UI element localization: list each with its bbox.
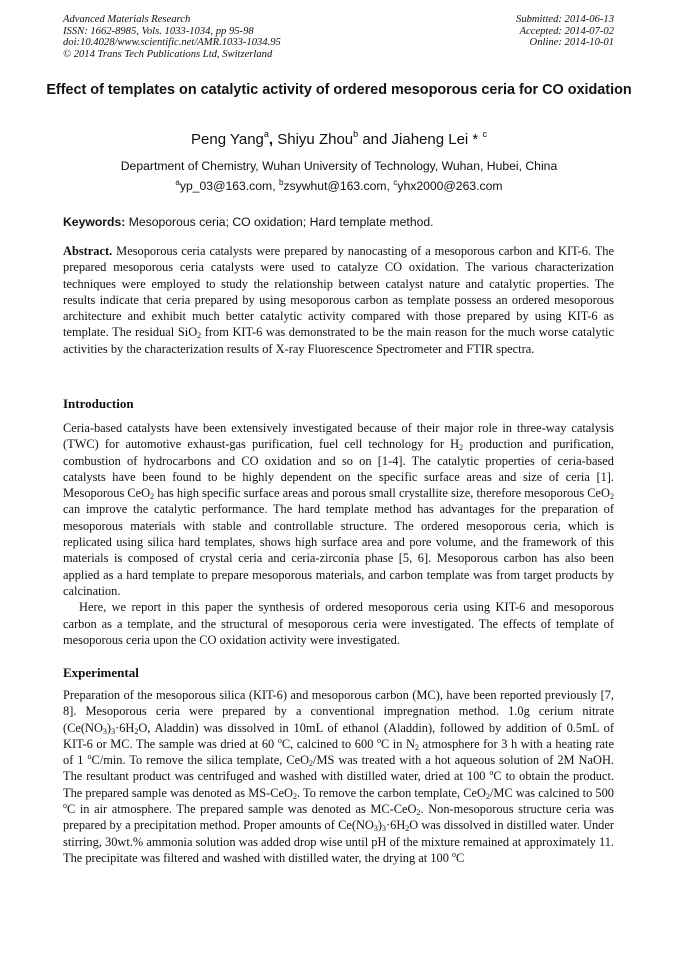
author-name: Jiaheng Lei [391,131,469,148]
keywords-text: Mesoporous ceria; CO oxidation; Hard template method. [125,215,434,229]
text: ) [106,720,112,735]
subscript: 2 [293,791,297,801]
text: C [456,850,465,865]
affiliation: Department of Chemistry, Wuhan University of Technology, Wuhan, Hubei, China [120,159,558,173]
superscript: o [87,752,92,762]
email-address: zsywhut@163.com, [283,179,394,193]
online-date: Online: 2014-10-01 [529,37,614,48]
subscript: 3 [111,726,116,736]
text: C in N [380,736,415,751]
text: ·6H [115,720,135,735]
paragraph: Here, we report in this paper the synthesis of ordered mesoporous ceria using KIT-6 and mesoporous carbon as a template, and the structural of mesoporous ceria were investigated. The effects of template of mesoporous ceria upon the CO oxidation activity were investigated. [63,600,614,647]
author-name: Peng Yang [191,131,264,148]
subscript: 2 [416,808,421,818]
paragraph [63,687,614,866]
subscript: 2 [309,759,314,769]
email-mark: b [278,178,284,187]
copyright-line: © 2014 Trans Tech Publications Ltd, Switzerland [63,48,273,60]
text: Preparation of the mesoporous silica (KIT-6) and mesoporous carbon (MC), have been reported previously [7, 8]. Mesoporous ceria were prepared by a conventional impregnation method. 1.0g cerium nitrate (Ce(NO [63,688,614,735]
issn-line: ISSN: 1662-8985, Vols. 1033-1034, pp 95-98 [63,25,254,37]
doi-line: doi:10.4028/www.scientific.net/AMR.1033-1034.95 [63,37,281,48]
section-heading-experimental: Experimental [63,665,139,680]
keywords [63,215,434,229]
text: /MS was treated with a hot aqueous solution of 2M NaOH. The resultant product was centrifuged and washed with distilled water, dried at 100 [63,753,614,784]
superscript: o [452,849,456,859]
subscript: 3 [102,726,107,736]
email-mark: c [393,178,398,187]
text: C in air atmosphere. The prepared sample was denoted as MC-CeO [67,802,417,817]
section-heading-introduction: Introduction [63,396,134,411]
text: ·6H [386,818,406,833]
paper-title: Effect of templates on catalytic activity of ordered mesoporous ceria for CO oxidation [46,82,632,98]
email-list [0,179,678,193]
journal-name: Advanced Materials Research [63,14,191,25]
subscript: 2 [610,492,615,502]
email-address: yhx2000@263.com [397,179,503,193]
text: C/min. To remove the silica template, CeO [91,753,310,768]
journal-info [63,14,281,60]
text: O was dissolved in distilled water. Under stirring, 30wt.% ammonia solution was added drop wise until pH of the mixture remained at approximately 11. The precipitate was filtered and washed with distilled water, the drying at 100 [63,818,614,865]
text: C, calcined to 600 [281,736,377,751]
text: . Non-mesoporous structure ceria was prepared by a precipitation method. Proper amounts of Ce(NO [63,802,614,833]
text: C to obtain the product. The prepared sample was denoted as MS-CeO [63,769,615,800]
author-mark: c [482,129,487,139]
accepted-date: Accepted: 2014-07-02 [519,25,614,37]
author-name: Shiyu Zhou [277,131,354,148]
text: . To remove the carbon template, CeO [297,785,486,800]
superscript: o [376,735,381,745]
superscript: o [489,768,494,778]
abstract-text: from KIT-6 was demonstrated to be the main reason for the much worse catalytic activities by the characterization results of X-ray Fluorescence Spectrometer and FTIR spectra. [63,325,614,356]
author-separator: , [268,131,278,148]
submission-dates [516,14,614,49]
introduction-body [63,420,614,648]
email-address: yp_03@163.com, [179,179,279,193]
experimental-body [63,687,614,866]
author-list [0,131,678,149]
author-mark: a [263,129,269,139]
subscript: 3 [373,824,378,834]
subscript: 2 [459,443,464,453]
text: ) [377,818,382,833]
subscript: 2 [414,742,419,752]
subscript: 2 [134,726,139,736]
superscript: o [277,735,282,745]
corresponding-star: * [468,131,483,148]
subscript: 2 [197,331,202,341]
subscript: 2 [405,824,410,834]
abstract [63,243,614,357]
keywords-label: Keywords: [63,215,126,229]
text: production and purification, combustion of hydrocarbons and CO oxidation and so on [1-4]. The catalytic properties of ceria-based catalysts have been found to be highly dependent on the specific surface areas and size of ceria [1]. Mesoporous CeO [63,437,614,501]
subscript: 3 [382,824,386,834]
author-mark: b [353,129,359,139]
text: /MC was calcined to 500 [489,785,614,800]
abstract-paragraph [63,243,614,357]
subscript: 2 [150,492,155,502]
author-and: and [358,131,392,148]
email-mark: a [175,178,180,187]
abstract-text: Mesoporous ceria catalysts were prepared by nanocasting of a mesoporous carbon and KIT-6. The prepared mesoporous ceria catalysts were used to catalyze CO oxidation. The various characterization techniques were employed to study the relationship between catalyst nature and catalytic properties. The results indicate that ceria prepared by using mesoporous carbon as template possess an ordered mesoporous architecture and exhibit much better catalytic activity compared with those prepared by using KIT-6 as template. The residual SiO [63,244,614,340]
abstract-label: Abstract. [63,244,113,258]
text: O, Aladdin) was dissolved in 10mL of ethanol (Aladdin), followed by addition of 0.5mL of KIT-6 or MC. The sample was dried at 60 [63,720,614,751]
text: Ceria-based catalysts have been extensively investigated because of their major role in three-way catalysis (TWC) for automotive exhaust-gas purification, fuel cell technology for H [63,421,614,452]
text: atmosphere for 3 h with a heating rate of 1 [63,736,614,768]
text: has high specific surface areas and porous small crystallite size, therefore mesoporous CeO [154,486,611,501]
superscript: o [63,801,67,811]
paragraph [63,420,614,599]
subscript: 2 [485,791,490,801]
submitted-date: Submitted: 2014-06-13 [516,14,614,25]
text: can improve the catalytic performance. The hard template method has advantages for the preparation of mesoporous materials with stable and controllable structure. The ordered mesoporous ceria, which is replicated using silica hard templates, shows high surface area and pore volume, and the framework of this materials is composed of crystal ceria and ceria-zirconia phase [5, 6]. Mesoporous carbon has also been applied as a hard template to prepare mesoporous materials, and carbon template was from target products by calcination. [63,502,614,598]
